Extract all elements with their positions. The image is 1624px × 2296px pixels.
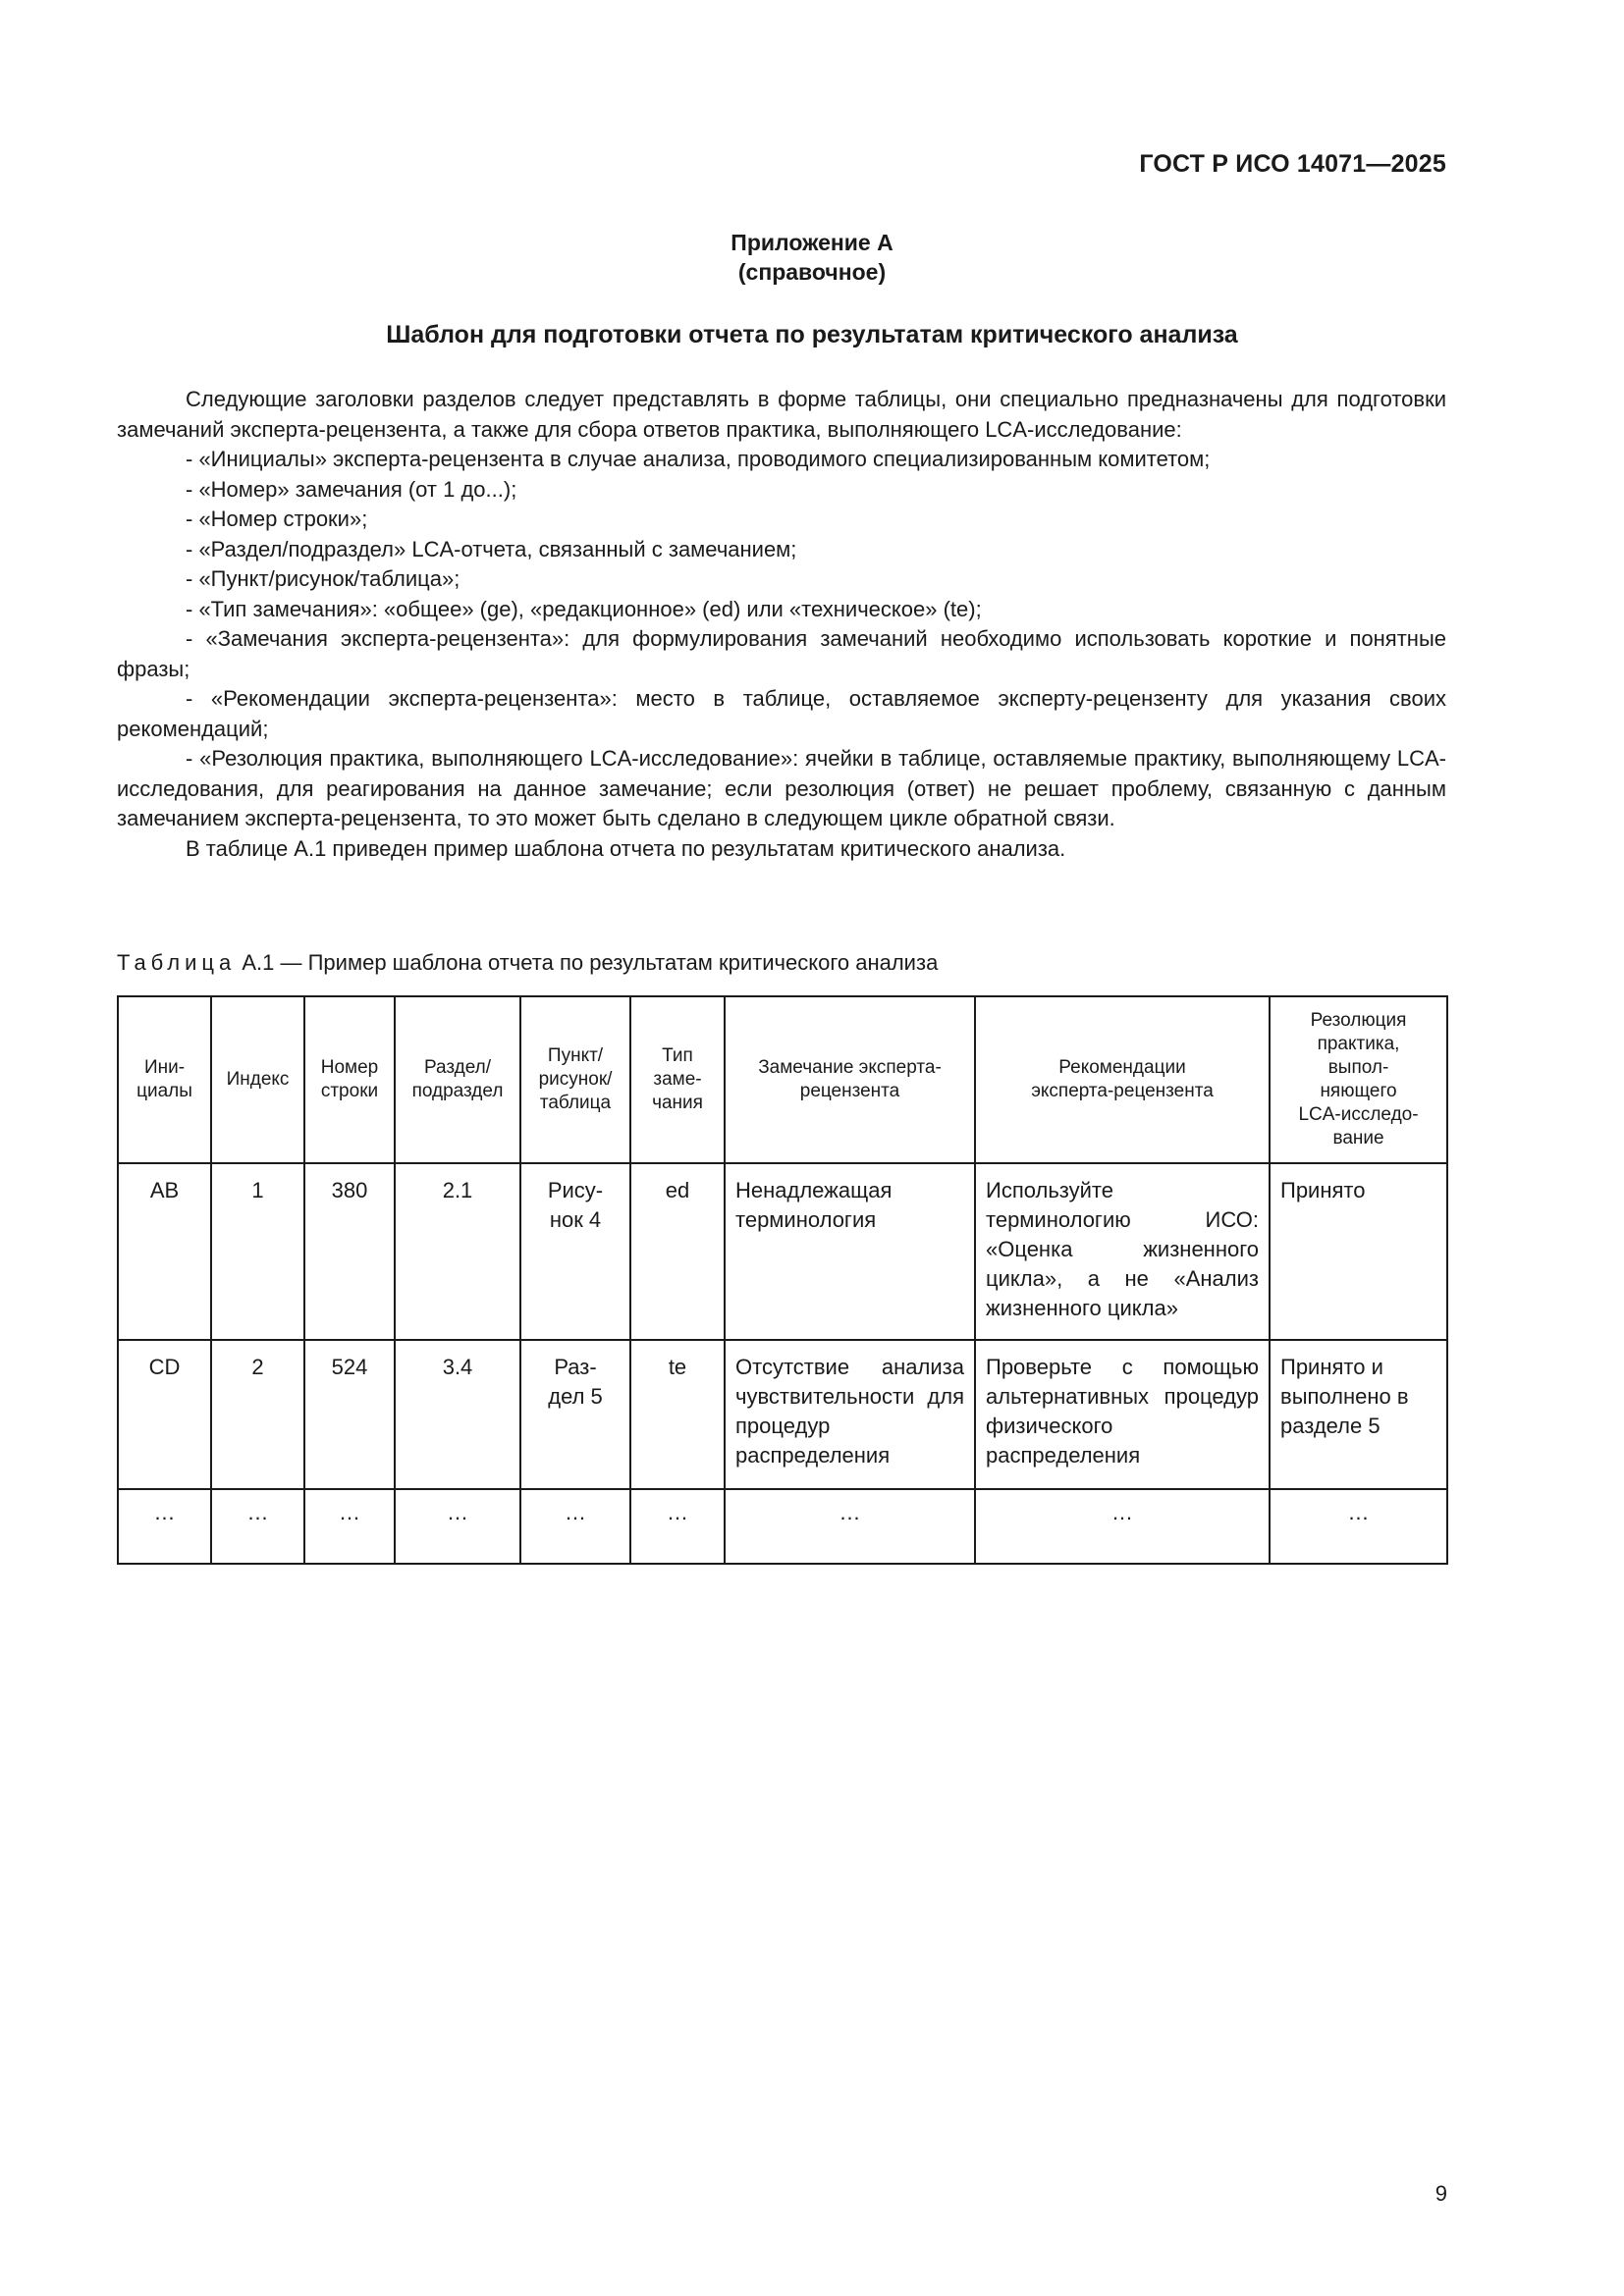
table-row xyxy=(118,1163,1447,1340)
appendix-heading xyxy=(0,228,1624,287)
intro-closing: В таблице А.1 приведен пример шаблона отчета по результатам критического анализа. xyxy=(186,835,1066,861)
cell-comment-type: ed xyxy=(630,1163,725,1340)
list-item: - «Номер строки»; xyxy=(186,507,368,531)
cell-clause: Рису- нок 4 xyxy=(520,1163,630,1340)
table-caption-text: А.1 — Пример шаблона отчета по результатам критического анализа xyxy=(236,950,939,975)
standard-code: ГОСТ Р ИСО 14071—2025 xyxy=(1139,150,1446,178)
document-title: Шаблон для подготовки отчета по результатам критического анализа xyxy=(386,321,1238,348)
header-initials: Ини- циалы xyxy=(118,996,211,1163)
intro-paragraph: Следующие заголовки разделов следует представлять в форме таблицы, они специально предназначены для подготовки замечаний эксперта-рецензента, а также для сбора ответов практика, выполняющего LCA-исследование: xyxy=(117,387,1446,442)
header-index: Индекс xyxy=(211,996,304,1163)
table-caption-label: Таблица xyxy=(117,950,237,975)
header-clause: Пункт/ рисунок/ таблица xyxy=(520,996,630,1163)
cell-ellipsis: … xyxy=(118,1489,211,1564)
header-section: Раздел/ подраздел xyxy=(395,996,520,1163)
list-item: - «Замечания эксперта-рецензента»: для формулирования замечаний необходимо использовать короткие и понятные фразы; xyxy=(117,626,1446,681)
list-item: - «Инициалы» эксперта-рецензента в случае анализа, проводимого специализированным комитетом; xyxy=(186,447,1211,471)
cell-resolution: Принято и выполнено в разделе 5 xyxy=(1270,1340,1447,1489)
cell-initials: CD xyxy=(118,1340,211,1489)
table-row xyxy=(118,1340,1447,1489)
header-recommendation: Рекомендации эксперта-рецензента xyxy=(975,996,1270,1163)
review-report-table xyxy=(117,995,1448,1565)
cell-recommendation: Используйте терминологию ИСО: «Оценка жизненного цикла», а не «Анализ жизненного цикла» xyxy=(975,1163,1270,1340)
header-comment: Замечание эксперта- рецензента xyxy=(725,996,975,1163)
cell-recommendation: Проверьте с помощью альтернативных процедур физического распределения xyxy=(975,1340,1270,1489)
table-header-row xyxy=(118,996,1447,1163)
header-resolution: Резолюция практика, выпол- няющего LCA-исследо- вание xyxy=(1270,996,1447,1163)
cell-clause: Раз- дел 5 xyxy=(520,1340,630,1489)
cell-comment: Ненадлежащая терминология xyxy=(725,1163,975,1340)
appendix-status: (справочное) xyxy=(737,259,887,285)
cell-ellipsis: … xyxy=(520,1489,630,1564)
cell-ellipsis: … xyxy=(395,1489,520,1564)
header-line-number: Номер строки xyxy=(304,996,395,1163)
cell-index: 2 xyxy=(211,1340,304,1489)
cell-section: 2.1 xyxy=(395,1163,520,1340)
cell-comment: Отсутствие анализа чувствительности для процедур распределения xyxy=(725,1340,975,1489)
cell-ellipsis: … xyxy=(304,1489,395,1564)
cell-ellipsis: … xyxy=(630,1489,725,1564)
list-item: - «Резолюция практика, выполняющего LCA-исследование»: ячейки в таблице, оставляемые практику, выполняющему LCA-исследования, для реагирования на данное замечание; если резолюция (ответ) не решает проблему, связанную с данным замечанием эксперта-рецензента, то это может быть сделано в следующем цикле обратной связи. xyxy=(117,746,1446,830)
intro-text xyxy=(117,385,1446,864)
cell-ellipsis: … xyxy=(1270,1489,1447,1564)
cell-comment-type: te xyxy=(630,1340,725,1489)
cell-ellipsis: … xyxy=(211,1489,304,1564)
list-item: - «Тип замечания»: «общее» (ge), «редакционное» (ed) или «техническое» (te); xyxy=(186,596,982,621)
list-item: - «Пункт/рисунок/таблица»; xyxy=(186,566,460,591)
cell-line-number: 524 xyxy=(304,1340,395,1489)
cell-line-number: 380 xyxy=(304,1163,395,1340)
cell-ellipsis: … xyxy=(975,1489,1270,1564)
list-item: - «Номер» замечания (от 1 до...); xyxy=(186,476,517,502)
page-number: 9 xyxy=(1435,2181,1447,2206)
list-item: - «Раздел/подраздел» LCA-отчета, связанный с замечанием; xyxy=(186,536,797,561)
table-row xyxy=(118,1489,1447,1564)
cell-section: 3.4 xyxy=(395,1340,520,1489)
header-comment-type: Тип заме- чания xyxy=(630,996,725,1163)
list-item: - «Рекомендации эксперта-рецензента»: место в таблице, оставляемое эксперту-рецензенту для указания своих рекомендаций; xyxy=(117,686,1446,741)
cell-initials: AB xyxy=(118,1163,211,1340)
cell-resolution: Принято xyxy=(1270,1163,1447,1340)
cell-ellipsis: … xyxy=(725,1489,975,1564)
heading-list xyxy=(117,445,1446,834)
cell-index: 1 xyxy=(211,1163,304,1340)
table-caption xyxy=(117,950,938,976)
appendix-title: Приложение А xyxy=(731,230,893,255)
